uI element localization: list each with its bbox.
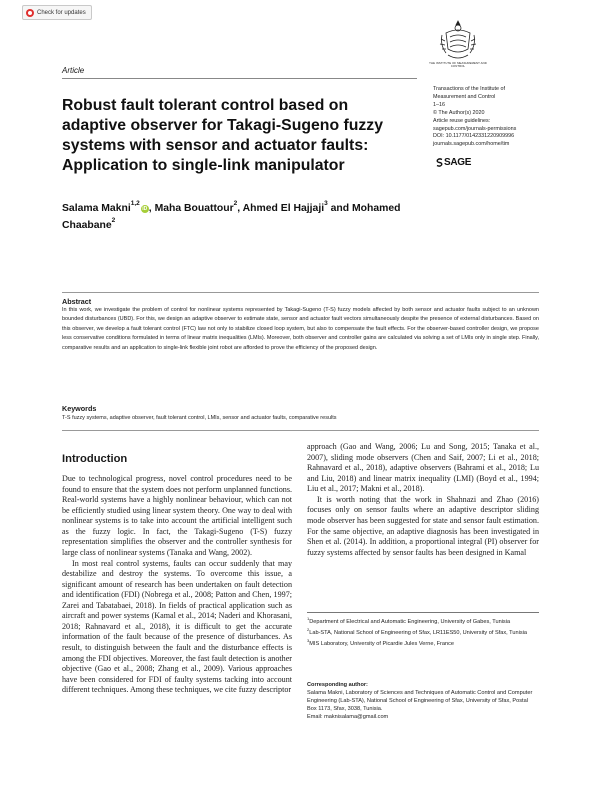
orcid-icon[interactable]: iD (142, 206, 148, 212)
corresponding-author-email[interactable]: Email: maknisalama@gmail.com (307, 714, 389, 721)
author-affiliation: 2 (233, 200, 238, 207)
author-separator: , (148, 203, 155, 214)
abstract-divider (62, 292, 539, 293)
footnote-number: 2 (307, 627, 310, 633)
affiliation-footnotes (307, 618, 539, 651)
permissions-link[interactable]: sagepub.com/journals-permissions (433, 125, 517, 132)
corresponding-author-address: Salama Makni, Laboratory of Sciences and Techniques of Automatic Control and Computer Engineering (Lab-STA), National School of Engineering of Sfax, University of Sfax, Postal Box 1173, Sfax, 3038, Tunisia. (307, 690, 533, 713)
copyright-line: © The Author(s) 2020 (433, 109, 485, 116)
footnote-text: Department of Electrical and Automatic Engineering, University of Gabes, Tunisia (309, 619, 511, 625)
body-column-right (307, 442, 539, 558)
footnote-text: Lab-STA, National School of Engineering of Sfax, LR11ES50, University of Sfax, Tunisia (309, 630, 527, 637)
footnote (307, 618, 539, 626)
body-column-left (62, 474, 292, 696)
footnote (307, 629, 539, 637)
page-range: 1–16 (433, 101, 445, 108)
author-name: Ahmed El Hajjaji (242, 203, 325, 214)
journal-info-line: Transactions of the Institute of (433, 86, 506, 92)
footnote-number: 1 (307, 616, 310, 621)
abstract-text: In this work, we investigate the problem of control for nonlinear systems represented by Takagi-Sugeno (T-S) fuzzy models affected by both sensor and actuator faults subject to an unknown bounded disturbances (UBD). For this, we design an adaptive observer to estimate state, sensor and actuator fault vectors simultaneously despite the presence of external disturbances. Based on this observer, we develop a fault tolerant control (FTC) law not only to stabilize closed loop system, but also to compensate the fault effects. For the observer-based controller design, we propose less conservative conditions formulated in terms of linear matrix inequalities (LMIs). Moreover, both observer and controller gains are calculated via solving a set of LMIs only in single step. Finally, comparative results and an application to single-link flexible joint robot are afforded to prove the efficiency of the proposed design. (62, 307, 539, 351)
corresponding-author-heading: Corresponding author: (307, 682, 368, 688)
keywords-heading: Keywords (62, 404, 97, 413)
keywords-text: T-S fuzzy systems, adaptive observer, fault tolerant control, LMIs, sensor and actuator faults, comparative results (62, 415, 337, 421)
corresponding-author (307, 681, 539, 721)
publisher-logo (436, 157, 476, 168)
update-icon (26, 9, 34, 17)
article-title: Robust fault tolerant control based on adaptive observer for Takagi-Sugeno fuzzy systems with sensor and actuator faults: Application to single-link manipulator (62, 97, 383, 174)
journal-emblem-text: THE INSTITUTE OF MEASUREMENT AND CONTROL (429, 61, 487, 69)
abstract-heading: Abstract (62, 297, 92, 306)
author-affiliation: 2 (111, 217, 116, 224)
keywords-divider (62, 430, 539, 431)
footnote-number: 3 (307, 638, 310, 644)
footnote-text: MIS Laboratory, University of Picardie Jules Verne, France (309, 641, 455, 648)
body-paragraph: approach (Gao and Wang, 2006; Lu and Song, 2015; Tanaka et al., 2007), sliding mode observers (Chen and Saif, 2007; Li et al., 2018; Rahnavard et al., 2018), adaptive observers (Bahrami et al., 2018; Lu and Liu, 2018) and linear matrix inequality (LMI) (Boyd et al., 1994; Liu et al., 2017; Makni et al., 2018). (307, 442, 539, 494)
journal-home-link[interactable]: journals.sagepub.com/home/tim (433, 141, 510, 148)
author-separator: , (237, 203, 243, 214)
doi-link[interactable]: DOI: 10.1177/0142331220909996 (433, 133, 515, 140)
check-for-updates-label: Check for updates (37, 9, 86, 16)
footnote-divider (307, 612, 539, 613)
author-name: Maha Bouattour (154, 203, 234, 214)
footnote (307, 640, 539, 648)
author-name: Mohamed Chaabane (62, 203, 401, 231)
reuse-label: Article reuse guidelines: (433, 117, 491, 124)
check-for-updates-button[interactable] (22, 5, 92, 20)
journal-info-line: Measurement and Control (433, 93, 496, 100)
article-type-label: Article (62, 66, 85, 75)
section-heading-introduction: Introduction (62, 453, 128, 465)
body-paragraph: Due to technological progress, novel control procedures need to be found to ensure that the system does not perform unplanned functions. Real-world systems have a highly nonlinear behaviour, which can not be efficiently studied using linear system theory. One way to deal with nonlinear systems is to take into account the artificial intelligent such as the fuzzy logic. In fact, the Takagi-Sugeno (T-S) fuzzy representation simplifies the observer and the controller synthesis for large class of nonlinear systems (Tanaka and Wang, 2002). (62, 474, 292, 557)
author-separator: and (327, 203, 352, 214)
body-paragraph: In most real control systems, faults can occur suddenly that may destabilize and destroy the systems. To overcome this issue, a significant amount of research has been undertaken on fault detection and identification (FDI) (Nobrega et al., 2008; Patton and Chen, 1997; Zarei and Tabatabaei, 2018). In fields of practical application such as aircraft and power systems (Kamal et al., 2014; Naderi and Khorasani, 2018; Rahnavard et al., 2018), it is difficult to get the accurate information of the fault because of the presence of disturbances. As result, to distinguish between the fault and the disturbance effects is among the FDI objectives. Moreover, the fast fault detection is another objective (Gao et al., 2008; Zhang et al., 2009). Various approaches have been considered for FDI of faulty systems tacking into account different techniques. Among these techniques, we cite fuzzy descriptor (62, 558, 292, 695)
author-list (62, 200, 412, 234)
header-divider (62, 78, 417, 79)
author-name: Salama Makni (62, 203, 131, 214)
author-affiliation: 1,2 (130, 200, 140, 207)
author-affiliation: 3 (324, 200, 328, 207)
journal-info (433, 86, 553, 149)
publisher-logo-text: SAGE (444, 157, 472, 168)
sage-mark-icon (436, 158, 443, 167)
body-paragraph: It is worth noting that the work in Shahnazi and Zhao (2016) focuses only on sensor faults where an adaptive descriptor sliding mode observer has been suggested for state and sensor fault estimation. For the same objective, an adaptive diagnosis has been investigated in Shen et al. (2014). In addition, a proportional integral (PI) observer for fuzzy systems affected by sensor faults has been designed in Kamal (307, 494, 539, 557)
